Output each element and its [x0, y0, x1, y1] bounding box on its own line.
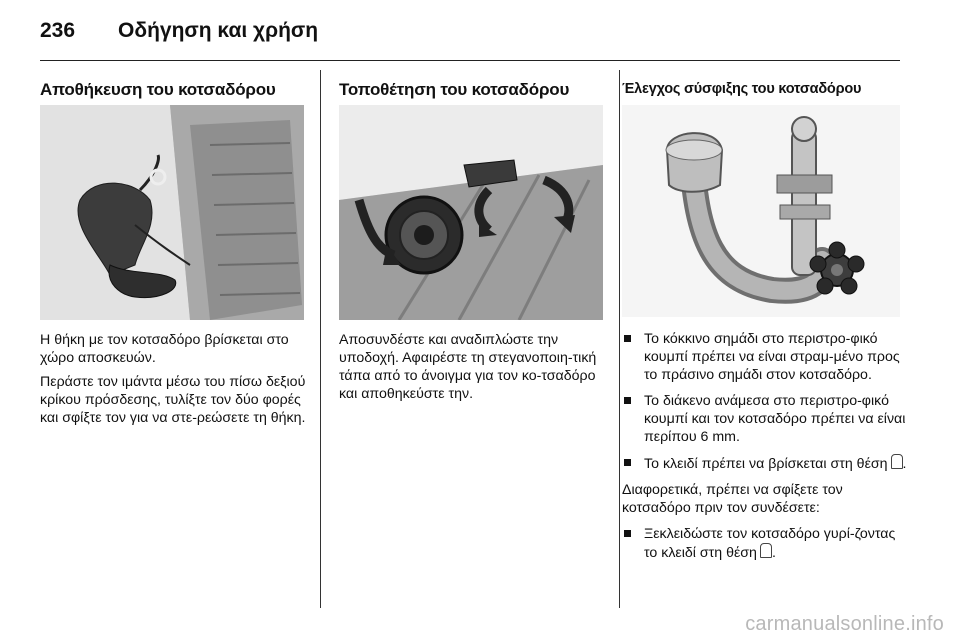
bullet-item: Το κόκκινο σημάδι στο περιστρο-φικό κουμπί πρέπει να είναι στραμ-μένο προς το πράσινο σημάδι στον κοτσαδόρο. [622, 330, 907, 384]
figure-socket-fold [339, 105, 603, 320]
column-fitting [339, 70, 603, 100]
bullet-item: Το κλειδί πρέπει να βρίσκεται στη θέση . [622, 454, 907, 473]
check-text [622, 330, 907, 562]
paragraph: Αποσυνδέστε και αναδιπλώστε την υποδοχή. Αφαιρέστε τη στεγανοποιη-τική τάπα από το άνοιγμα για τον κο-τσαδόρο και αποθηκεύστε την. [339, 332, 597, 402]
storage-text [40, 331, 306, 427]
figure-storage-bag [40, 105, 304, 320]
column-check [622, 70, 904, 97]
page-number: 236 [40, 19, 76, 42]
fitting-text [339, 331, 607, 403]
bullet-item: Ξεκλειδώστε τον κοτσαδόρο γυρί-ζοντας το κλειδί στη θέση . [622, 525, 907, 562]
section-heading-check: Έλεγχος σύσφιξης του κοτσαδόρου [622, 81, 862, 97]
section-heading-fitting: Τοποθέτηση του κοτσαδόρου [339, 80, 570, 99]
paragraph: Η θήκη με τον κοτσαδόρο βρίσκεται στο χώρο αποσκευών. [40, 332, 289, 366]
bullet-item: Το διάκενο ανάμεσα στο περιστρο-φικό κουμπί και τον κοτσαδόρο πρέπει να είναι περίπου 6 mm. [622, 392, 907, 446]
running-title: Οδήγηση και χρήση [118, 19, 319, 42]
header-rule [40, 60, 900, 61]
paragraph: Διαφορετικά, πρέπει να σφίξετε τον κοτσαδόρο πριν τον συνδέσετε: [622, 482, 843, 516]
watermark: carmanualsonline.info [745, 613, 944, 635]
lock-closed-icon [891, 454, 903, 469]
column-divider-1 [320, 70, 321, 608]
lock-closed-icon [760, 543, 772, 558]
column-divider-2 [619, 70, 620, 608]
paragraph: Περάστε τον ιμάντα μέσω του πίσω δεξιού κρίκου πρόσδεσης, τυλίξτε τον δύο φορές και σφίξτε τον για να στε-ρεώσετε τη θήκη. [40, 374, 306, 426]
column-storage [40, 70, 304, 100]
section-heading-storage: Αποθήκευση του κοτσαδόρου [40, 80, 276, 99]
figure-towbar [622, 105, 900, 317]
